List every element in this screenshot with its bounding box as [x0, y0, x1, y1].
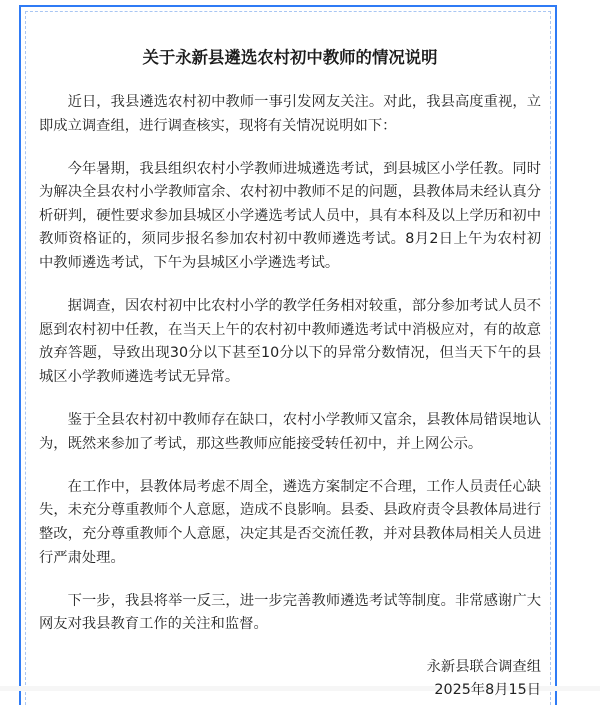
paragraph-background: 今年暑期，我县组织农村小学教师进城遴选考试，到县城区小学任教。同时为解决全县农村小学教师富余、农村初中教师不足的问题，县教体局未经认真分析研判，硬性要求参加县城区小学遴选考试人员中，具有本科及以上学历和初中教师资格证的，须同步报名参加农村初中教师遴选考试。8月2日上午为农村初中教师遴选考试，下午为县城区小学遴选考试。: [39, 160, 541, 272]
paragraph-error: 鉴于全县农村初中教师存在缺口，农村小学教师又富余，县教体局错误地认为，既然来参加了考试，那这些教师应能接受转任初中，并上网公示。: [39, 412, 541, 452]
document-title: 关于永新县遴选农村初中教师的情况说明: [142, 48, 438, 67]
paragraph-intro: 近日，我县遴选农村初中教师一事引发网友关注。对此，我县高度重视，立即成立调查组，进行调查核实，现将有关情况说明如下：: [39, 94, 541, 134]
paragraph-rectification: 在工作中，县教体局考虑不周全，遴选方案制定不合理，工作人员责任心缺失，未充分尊重教师个人意愿，造成不良影响。县委、县政府责令县教体局进行整改，充分尊重教师个人意愿，决定其是否交流任教，并对县教体局相关人员进行严肃处理。: [39, 478, 541, 566]
document-body: [39, 44, 541, 703]
signature-organization: 永新县联合调查组: [426, 658, 541, 675]
paragraph-next-steps: 下一步，我县将举一反三，进一步完善教师遴选考试等制度。非常感谢广大网友对我县教育工作的关注和监督。: [39, 592, 541, 633]
signature-date: 2025年8月15日: [434, 682, 541, 699]
signature-block: [39, 656, 541, 703]
paragraph-investigation: 据调查，因农村初中比农村小学的教学任务相对较重，部分参加考试人员不愿到农村初中任教，在当天上午的农村初中教师遴选考试中消极应对，有的故意放弃答题，导致出现30分以下甚至10分以下的异常分数情况，但当天下午的县城区小学教师遴选考试无异常。: [39, 298, 541, 385]
